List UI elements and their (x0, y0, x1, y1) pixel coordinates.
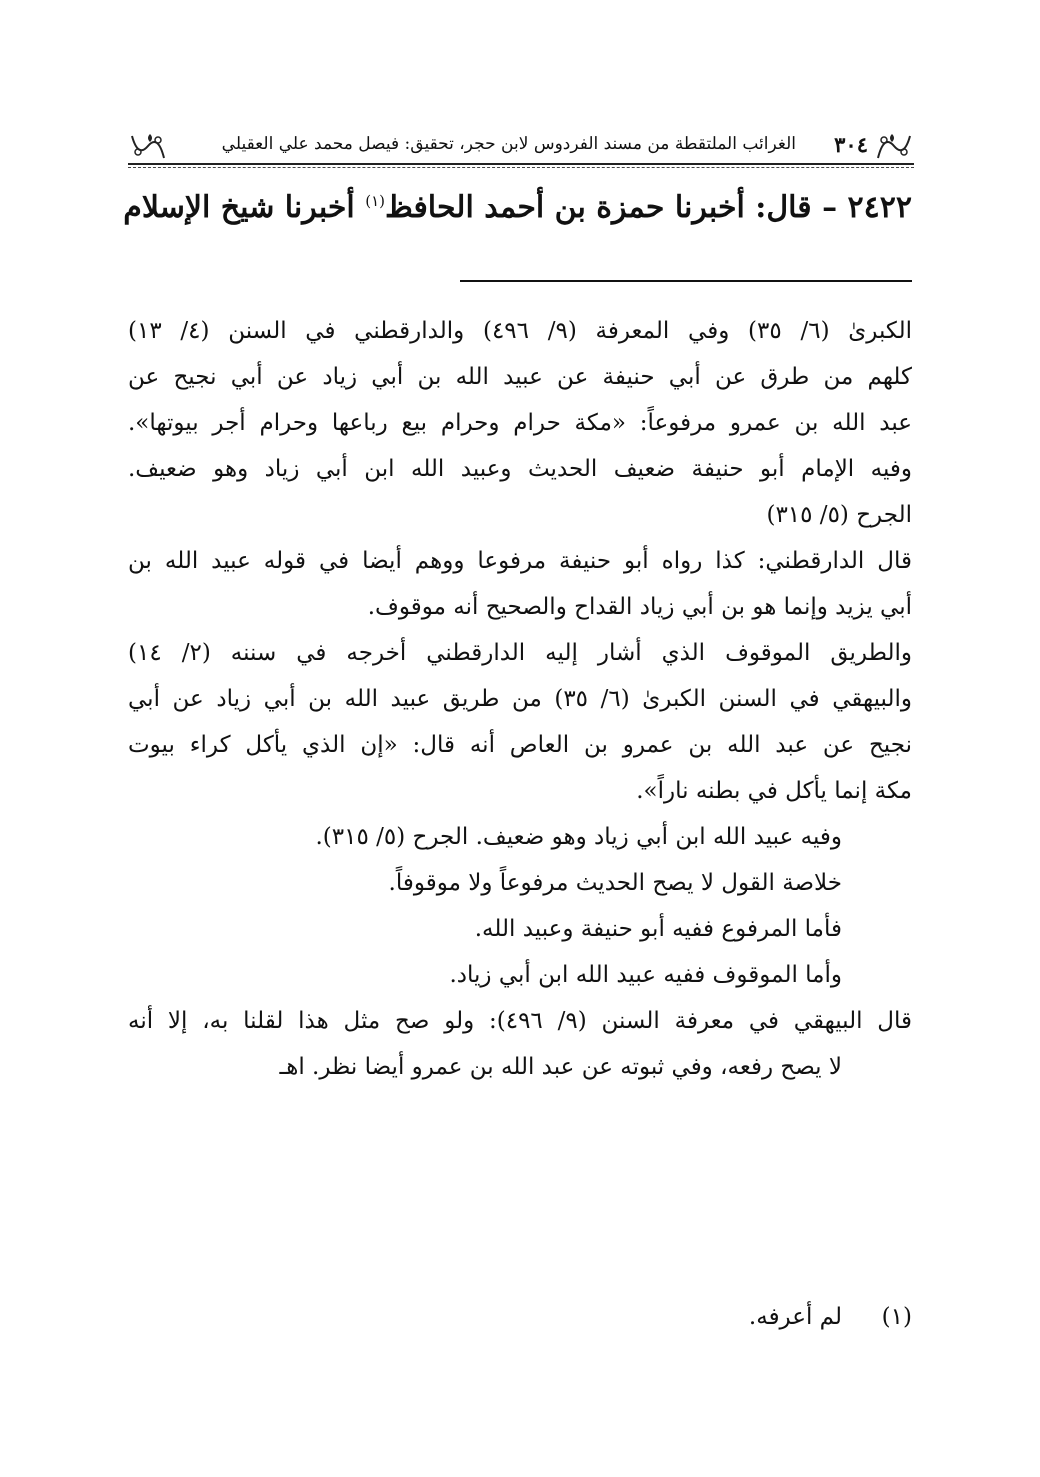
footnote-number: (١) (881, 1304, 912, 1330)
footnote-line: لا يصح رفعه، وفي ثبوته عن عبد الله بن عمرو أيضا نظر. اهـ (279, 1054, 842, 1080)
ornament-right-icon (874, 130, 914, 162)
footnote-line: الكبرىٰ (٦/ ٣٥) وفي المعرفة (٩/ ٤٩٦) والدارقطني في السنن (٤/ ١٣) (128, 318, 912, 344)
footnote-line: كلهم من طرق عن أبي حنيفة عن عبيد الله بن أبي زياد عن أبي نجيح عن (128, 364, 912, 390)
footnote-separator (460, 280, 912, 282)
footnote-line: وفيه عبيد الله ابن أبي زياد وهو ضعيف. الجرح (٥/ ٣١٥). (315, 824, 842, 850)
footnote-line: أبي يزيد وإنما هو بن أبي زياد القداح والصحيح أنه موقوف. (367, 594, 912, 620)
footnote-line: نجيح عن عبد الله بن عمرو بن العاص أنه قال: «إن الذي يأكل كراء بيوت (128, 732, 912, 758)
ornament-left-icon (128, 130, 168, 162)
footnote-line: والبيهقي في السنن الكبرىٰ (٦/ ٣٥) من طريق عبيد الله بن أبي زياد عن أبي (128, 686, 912, 712)
footnote-entry (749, 1294, 912, 1340)
footnote-line: والطريق الموقوف الذي أشار إليه الدارقطني أخرجه في سننه (٢/ ١٤) (128, 640, 912, 666)
hadith-text (112, 190, 912, 225)
footnote-line: الجرح (٥/ ٣١٥) (766, 502, 912, 528)
running-title: الغرائب الملتقطة من مسند الفردوس لابن حجر، تحقيق: فيصل محمد علي العقيلي (221, 134, 796, 154)
footnote-line: خلاصة القول لا يصح الحديث مرفوعاً ولا موقوفاً. (388, 870, 842, 896)
footnote-line: وفيه الإمام أبو حنيفة ضعيف الحديث وعبيد الله ابن أبي زياد وهو ضعيف. (128, 456, 912, 482)
footnote-body (128, 308, 912, 1090)
footnote-line: وأما الموقوف ففيه عبيد الله ابن أبي زياد. (449, 962, 842, 988)
header-rule-dashed (128, 167, 914, 168)
hadith-main-text: ٢٤٢٢ – قال: أخبرنا حمزة بن أحمد الحافظ (384, 190, 912, 225)
page-number: ٣٠٤ (834, 132, 868, 157)
hadith-continuation: أخبرنا شيخ الإسلام (123, 190, 366, 225)
page-header (128, 130, 914, 162)
header-rule (128, 163, 914, 165)
footnote-line: مكة إنما يأكل في بطنه ناراً». (636, 778, 912, 804)
footnote-line: فأما المرفوع ففيه أبو حنيفة وعبيد الله. (474, 916, 842, 942)
footnote-line: قال الدارقطني: كذا رواه أبو حنيفة مرفوعا ووهم أيضا في قوله عبيد الله بن (128, 548, 912, 574)
footnote-line: عبد الله بن عمرو مرفوعاً: «مكة حرام وحرام بيع رباعها وحرام أجر بيوتها». (128, 410, 912, 436)
footnote-ref-marker: (١) (365, 192, 385, 210)
footnote-text: لم أعرفه. (748, 1304, 842, 1330)
footnote-line: قال البيهقي في معرفة السنن (٩/ ٤٩٦): ولو صح مثل هذا لقلنا به، إلا أنه (128, 1008, 912, 1034)
